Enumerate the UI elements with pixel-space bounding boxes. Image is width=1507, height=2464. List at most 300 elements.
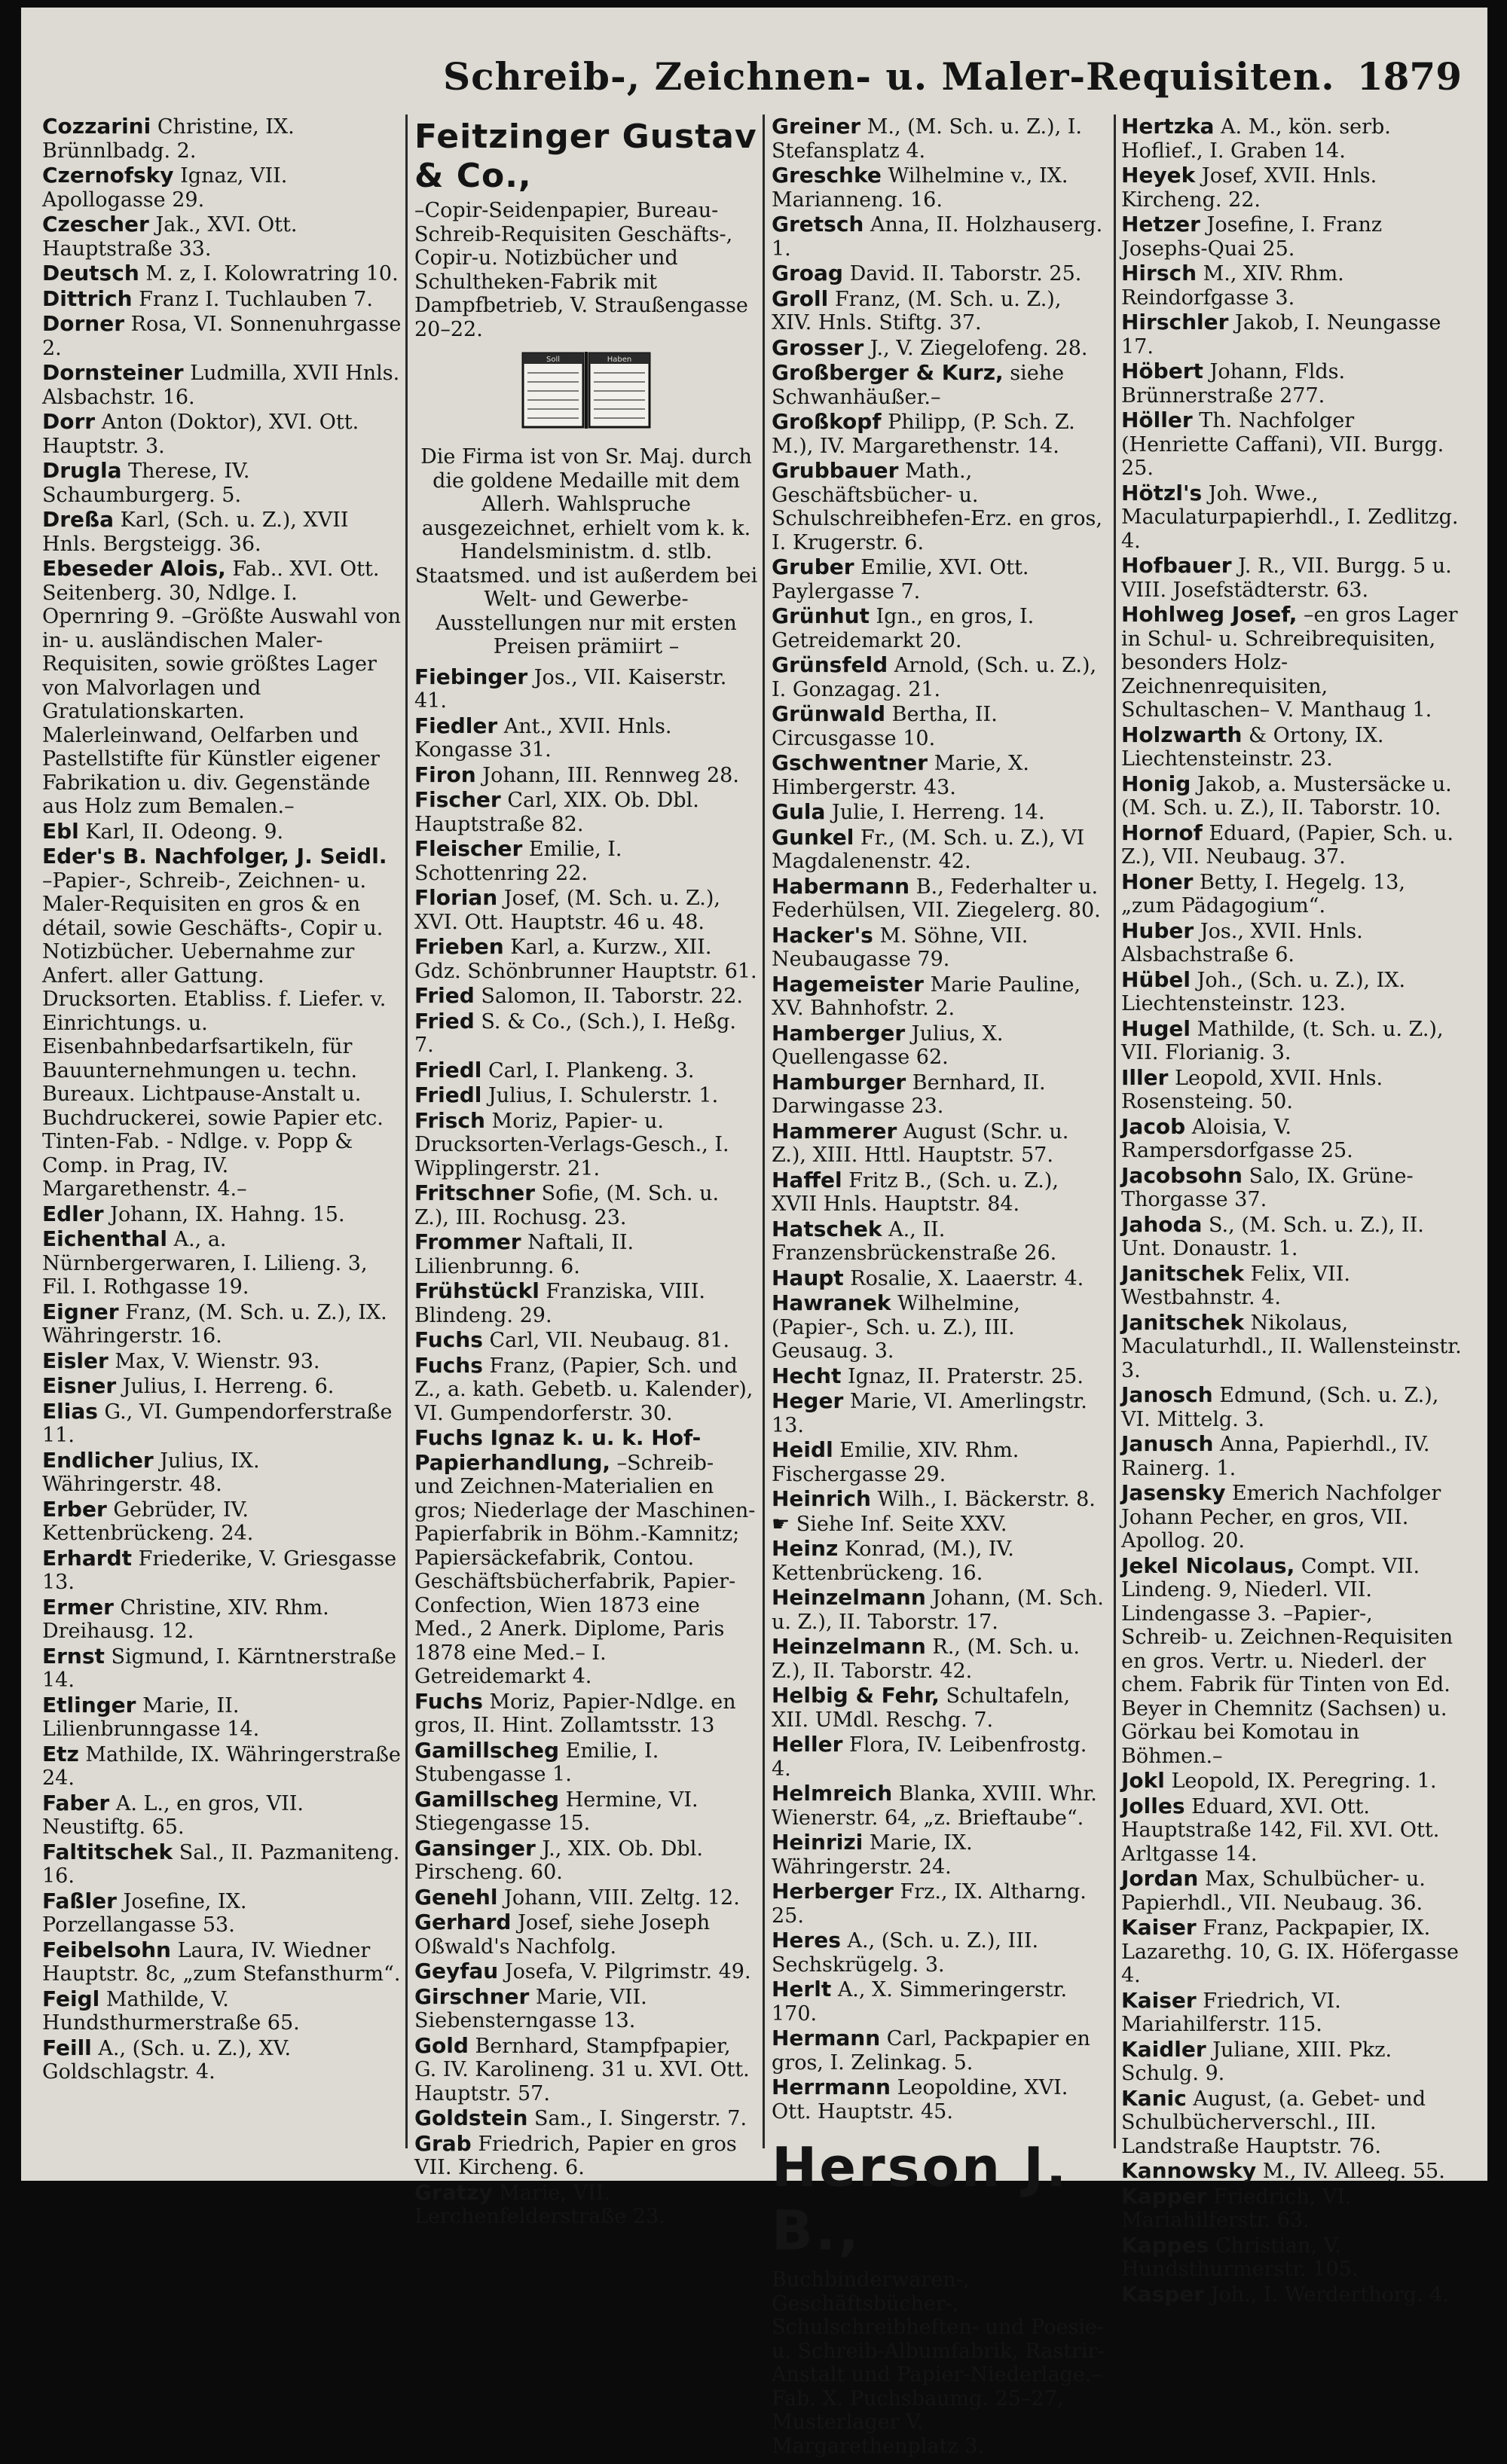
entry-name: Hagemeister (772, 971, 924, 997)
feitzinger-advertisement (414, 118, 758, 659)
directory-entry (414, 2106, 758, 2131)
directory-entry (1121, 212, 1462, 261)
directory-entry (414, 1058, 758, 1083)
directory-entry (772, 702, 1108, 750)
directory-entry (414, 1690, 758, 1738)
entry-details: August, (a. Gebet- und Schulbücherverschl., III. Landstraße Hauptstr. 76. (1121, 2087, 1426, 2158)
entry-name: Dornsteiner (42, 360, 184, 385)
directory-entry (42, 1938, 402, 1986)
entry-name: Faltitschek (42, 1839, 173, 1864)
ad-body: –Copir-Seidenpapier, Bureau-Schreib-Requisiten Geschäfts-, Copir-u. Notizbücher und Schultheken-Fabrik mit Dampfbetrieb, V. Straußengasse 20–22. (414, 199, 748, 341)
entry-details: B., Federhalter u. Federhülsen, VII. Ziegelerg. 80. (772, 875, 1101, 922)
entry-name: Groll (772, 285, 829, 311)
entry-details: Eduard, (Papier, Sch. u. Z.), VII. Neubaug. 37. (1121, 821, 1454, 869)
directory-entry (414, 1959, 758, 1984)
entry-details: Marie, II. Lilienbrunngasse 14. (42, 1693, 260, 1741)
entry-details: Friedrich, VI. Mariahilferstr. 63. (1121, 2185, 1352, 2232)
entry-name: Gschwentner (772, 750, 928, 775)
entry-name: Grubbauer (772, 458, 899, 483)
entry-details: Sam., I. Singerstr. 7. (534, 2107, 747, 2130)
entry-name: Eder's B. Nachfolger, J. Seidl. (42, 844, 387, 869)
entry-name: Dorner (42, 311, 125, 336)
entry-name: Genehl (414, 1884, 498, 1910)
entry-name: Grab (414, 2130, 472, 2156)
entry-details: Fab.. XVI. Ott. Seitenberg. 30, Ndlge. I. Opernring 9. –Größte Auswahl von in- u. ausländischen Maler-Requisiten, sowie größtes Lager von Malvorlagen und Gratulationskarten. Malerleinwand, Oelfarben und Pastellstifte für Künstler eigener Fabrikation u. div. Gegenstände aus Holz zum Bemalen.– (42, 557, 401, 818)
entry-name: Gamillscheg (414, 1737, 560, 1763)
entry-name: Hetzer (1121, 212, 1200, 237)
entry-details: Johann, (M. Sch. u. Z.), II. Taborstr. 17. (772, 1586, 1104, 1634)
directory-entry (772, 1168, 1108, 1217)
directory-entry (1121, 310, 1462, 359)
directory-entry (772, 1438, 1108, 1486)
entry-name: Erhardt (42, 1545, 132, 1571)
directory-entry (42, 212, 402, 261)
entry-name: Goldstein (414, 2105, 528, 2130)
entry-details: Mathilde, V. Hundsthurmerstraße 65. (42, 1987, 300, 2035)
entry-name: Frühstückl (414, 1278, 540, 1303)
entry-name: Hofbauer (1121, 553, 1232, 578)
directory-entry (1121, 261, 1462, 310)
entry-details: siehe Schwanhäußer.– (772, 362, 1065, 409)
entry-details: Max, Schulbücher- u. Papierhdl., VII. Neubaug. 36. (1121, 1867, 1426, 1915)
entry-name: Hertzka (1121, 114, 1215, 139)
entry-details: Anna, Papierhdl., IV. Rainerg. 1. (1121, 1433, 1430, 1480)
entry-details: Josef, siehe Joseph Oßwald's Nachfolg. (414, 1911, 711, 1959)
entry-details: Arnold, (Sch. u. Z.), I. Gonzagag. 21. (772, 654, 1097, 701)
directory-entry (414, 714, 758, 762)
entry-details: ☛ Siehe Inf. Seite XXV. (772, 1512, 1007, 1536)
directory-entry (772, 751, 1108, 799)
directory-entry (1121, 2282, 1462, 2307)
entry-name: Fleischer (414, 836, 523, 861)
directory-entry (1121, 1916, 1462, 1988)
directory-entry (42, 163, 402, 212)
entry-name: Janitschek (1121, 1309, 1245, 1335)
entry-details: M. z, I. Kolowratring 10. (145, 262, 399, 285)
entry-details: Emilie, I. Stubengasse 1. (414, 1739, 659, 1786)
directory-entry (1121, 2233, 1462, 2282)
directory-entry (414, 1279, 758, 1327)
entry-name: Herrmann (772, 2075, 891, 2099)
page-title: Schreib-, Zeichnen- u. Maler-Requisiten. (443, 54, 1335, 99)
entry-details: Sal., II. Pazmaniteng. 16. (42, 1840, 400, 1888)
directory-entry (1121, 2087, 1462, 2159)
directory-entry (772, 1684, 1108, 1732)
entry-name: Jordan (1121, 1866, 1199, 1891)
entry-details: Moriz, Papier-Ndlge. en gros, II. Hint. Zollamtsstr. 13 (414, 1690, 736, 1737)
entry-name: Herlt (772, 1977, 832, 2001)
directory-entry (42, 2036, 402, 2084)
entry-details: J., XIX. Ob. Dbl. Pirscheng. 60. (414, 1837, 703, 1884)
directory-entry (42, 1987, 402, 2035)
directory-entry (1121, 408, 1462, 481)
entry-name: Fuchs Ignaz k. u. k. Hof-Papierhandlung, (414, 1425, 702, 1475)
directory-entry (414, 1181, 758, 1229)
directory-entry (42, 459, 402, 507)
herson-ad-title: Herson J. B., (772, 2136, 1069, 2262)
entry-name: Eisler (42, 1348, 109, 1373)
entry-details: Jakob, a. Mustersäcke u. (M. Sch. u. Z.), II. Taborstr. 10. (1121, 772, 1452, 820)
entry-details: Hermine, VI. Stiegengasse 15. (414, 1788, 698, 1835)
directory-entry (414, 1885, 758, 1910)
directory-entry (1121, 359, 1462, 408)
herson-advertisement (772, 2136, 1108, 2458)
directory-entry (772, 1021, 1108, 1070)
entry-details: Julius, X. Quellengasse 62. (772, 1021, 1004, 1069)
directory-entry (772, 1487, 1108, 1512)
entry-details: Carl, VII. Neubaug. 81. (489, 1329, 730, 1352)
directory-entry (42, 1546, 402, 1595)
entry-details: Julie, I. Herreng. 14. (832, 801, 1045, 824)
directory-entry (414, 2132, 758, 2180)
directory-entry (1121, 603, 1462, 722)
entry-name: Grünsfeld (772, 652, 888, 677)
entry-details: Th. Nachfolger (Henriette Caffani), VII. Burgg. 25. (1121, 409, 1444, 480)
entry-details: Bertha, II. Circusgasse 10. (772, 703, 998, 750)
entry-details: Max, V. Wienstr. 93. (115, 1349, 320, 1373)
entry-details: & Ortony, IX. Liechtensteinstr. 23. (1121, 723, 1384, 771)
directory-entry (414, 935, 758, 983)
entry-details: A., (Sch. u. Z.), XV. Goldschlagstr. 4. (42, 2036, 292, 2084)
directory-entry (1121, 2159, 1462, 2184)
entry-details: Aloisia, V. Rampersdorfgasse 25. (1121, 1115, 1353, 1162)
directory-entry (414, 837, 758, 885)
entry-details: Leopoldine, XVI. Ott. Hauptstr. 45. (772, 2076, 1068, 2124)
directory-entry (772, 1291, 1108, 1363)
entry-name: Hamberger (772, 1020, 906, 1046)
entry-details: Marie Pauline, XV. Bahnhofstr. 2. (772, 972, 1081, 1020)
entry-name: Hamburger (772, 1069, 906, 1095)
directory-entry (42, 1227, 402, 1299)
entry-details: Anton (Doktor), XVI. Ott. Hauptstr. 3. (42, 411, 359, 458)
directory-entry (414, 1009, 758, 1058)
entry-details: Josefa, V. Pilgrimstr. 49. (504, 1960, 751, 1983)
directory-entry (414, 1083, 758, 1108)
entry-name: Dittrich (42, 285, 133, 311)
entry-details: Fr., (M. Sch. u. Z.), VI Magdalenenstr. 42. (772, 826, 1085, 873)
column-2 (414, 114, 758, 2230)
entry-details: A., a. Nürnbergerwaren, I. Lilieng. 3, Fil. I. Rothgasse 19. (42, 1228, 368, 1299)
entry-name: Gerhard (414, 1910, 512, 1934)
entry-details: Carl, I. Plankeng. 3. (488, 1058, 695, 1082)
directory-entry (42, 820, 402, 844)
directory-entry (772, 410, 1108, 458)
directory-entry (772, 924, 1108, 972)
book-left-label: Soll (546, 356, 561, 364)
entry-name: Feill (42, 2035, 92, 2060)
directory-entry (414, 2181, 758, 2229)
directory-entry (414, 1739, 758, 1787)
directory-entry (772, 212, 1108, 261)
entry-name: Janitschek (1121, 1260, 1245, 1286)
directory-entry (772, 875, 1108, 923)
entry-details: Carl, Packpapier en gros, I. Zelinkag. 5. (772, 2027, 1090, 2075)
entry-details: Karl, a. Kurzw., XII. Gdz. Schönbrunner Hauptstr. 61. (414, 936, 757, 983)
entry-details: Leopold, XVII. Hnls. Rosensteing. 50. (1121, 1066, 1383, 1113)
directory-entry (772, 1830, 1108, 1879)
directory-entry (1121, 1164, 1462, 1212)
entry-name: Eisner (42, 1373, 117, 1398)
directory-entry (772, 1586, 1108, 1634)
entry-name: Hübel (1121, 966, 1191, 992)
directory-entry (772, 2075, 1108, 2124)
directory-entry (1121, 968, 1462, 1016)
entry-details: Friedrich, Papier en gros VII. Kircheng. 6. (414, 2132, 737, 2179)
entry-details: Johann, III. Rennweg 28. (482, 763, 739, 787)
directory-entry (772, 1364, 1108, 1389)
directory-entry (42, 1374, 402, 1399)
entry-name: Heres (772, 1928, 841, 1953)
column-4 (1121, 114, 1462, 2307)
entry-name: Heinz (772, 1536, 839, 1561)
entry-name: Eichenthal (42, 1226, 167, 1251)
directory-entry (42, 312, 402, 360)
entry-details: M. Söhne, VII. Neubaugasse 79. (772, 924, 1029, 971)
directory-entry (42, 557, 402, 819)
directory-entry (1121, 1432, 1462, 1480)
entry-name: Fried (414, 1008, 475, 1034)
entry-name: Hohlweg Josef, (1121, 602, 1298, 627)
entry-name: Huber (1121, 918, 1194, 943)
directory-entry (772, 972, 1108, 1021)
directory-entry (42, 508, 402, 556)
entry-name: Höbert (1121, 359, 1203, 383)
entry-details: Math., Geschäftsbücher- u. Schulschreibhefen-Erz. en gros, I. Krugerstr. 6. (772, 460, 1102, 554)
directory-entry (1121, 481, 1462, 554)
entry-details: Karl, (Sch. u. Z.), XVII Hnls. Bergsteigg. 36. (42, 508, 349, 556)
entry-name: Faber (42, 1790, 110, 1815)
entry-details: Fritz B., (Sch. u. Z.), XVII Hnls. Hauptstr. 84. (772, 1168, 1059, 1216)
directory-entry (772, 336, 1108, 361)
entry-name: Endlicher (42, 1447, 154, 1473)
entry-details: Eduard, XVI. Ott. Hauptstraße 142, Fil. XVI. Ott. Arltgasse 14. (1121, 1794, 1440, 1866)
entry-name: Frommer (414, 1229, 521, 1254)
directory-entry (772, 653, 1108, 701)
entry-name: Kannowsky (1121, 2158, 1257, 2183)
directory-entry (414, 1910, 758, 1959)
directory-entry (42, 1889, 402, 1937)
entry-details: Anna, II. Holzhauserg. 1. (772, 213, 1103, 261)
directory-entry (1121, 1794, 1462, 1867)
directory-entry (414, 984, 758, 1009)
entry-details: Christian, V. Hundsthurmerstr. 105. (1121, 2233, 1359, 2281)
entry-name: Jokl (1121, 1768, 1165, 1793)
entry-name: Czernofsky (42, 163, 174, 188)
directory-entry (772, 800, 1108, 825)
entry-name: Gansinger (414, 1835, 536, 1861)
entry-name: Fischer (414, 787, 501, 812)
entry-name: Firon (414, 762, 476, 787)
entry-details: Ignaz, II. Praterstr. 25. (847, 1364, 1084, 1388)
directory-entry (1121, 1383, 1462, 1431)
entry-details: G., VI. Gumpendorferstraße 11. (42, 1400, 393, 1447)
directory-entry (414, 1230, 758, 1278)
directory-entry (42, 1449, 402, 1497)
entry-name: Haupt (772, 1265, 844, 1290)
entry-name: Gretsch (772, 212, 864, 237)
entry-details: Bernhard, Stampfpapier, G. IV. Karolineng. 31 u. XVI. Ott. Hauptstr. 57. (414, 2034, 750, 2105)
entry-details: Emilie, I. Schottenring 22. (414, 838, 622, 885)
directory-entry (772, 1928, 1108, 1977)
directory-entry (414, 1788, 758, 1836)
column-divider (763, 114, 765, 2148)
directory-entry (1121, 1481, 1462, 1553)
entry-name: Feigl (42, 1986, 100, 2011)
entry-name: Heger (772, 1388, 844, 1413)
directory-entry (1121, 1115, 1462, 1163)
entry-name: Fiedler (414, 713, 498, 738)
entry-details: Franz I. Tuchlauben 7. (139, 287, 373, 311)
column-3 (772, 114, 1108, 2464)
entry-name: Florian (414, 885, 498, 910)
entry-name: Ermer (42, 1594, 114, 1620)
directory-entry (772, 459, 1108, 554)
entry-name: Drugla (42, 458, 122, 483)
directory-entry (772, 163, 1108, 212)
herson-ad-body: Buchbinderwaren-, Geschäftsbücher-, Schulschreibheften- und Poesie- u. Schreib-Albumfabrik, Rastrir-Anstalt und Papier-Niederlage.– Fab. X. Puchsbaumg. 25–27, Musterlager V. Margarethenplatz 3. (772, 2268, 1105, 2458)
entry-details: Christine, IX. Brünnlbadg. 2. (42, 115, 295, 163)
directory-entry (1121, 2185, 1462, 2233)
directory-entry (42, 410, 402, 458)
entry-details: J., V. Ziegelofeng. 28. (870, 336, 1088, 360)
entry-details: Wilhelmine v., IX. Marianneng. 16. (772, 164, 1068, 212)
entry-name: Ernst (42, 1643, 105, 1669)
entry-name: Großberger & Kurz, (772, 360, 1004, 385)
entry-name: Friedl (414, 1082, 482, 1107)
column-2-entries (414, 665, 758, 2229)
entry-name: Jahoda (1121, 1211, 1203, 1237)
entry-name: Fritschner (414, 1180, 536, 1205)
book-right-label: Haben (607, 356, 632, 364)
directory-entry (1121, 1867, 1462, 1915)
entry-details: Franz, (M. Sch. u. Z.), IX. Währingerstr. 16. (42, 1300, 387, 1348)
entry-name: Fuchs (414, 1352, 483, 1378)
entry-details: Marie, IX. Währingerstr. 24. (772, 1831, 973, 1879)
entry-name: Ebeseder Alois, (42, 556, 226, 581)
entry-name: Deutsch (42, 261, 139, 285)
directory-entry (42, 1742, 402, 1791)
entry-name: Honig (1121, 771, 1191, 796)
entry-name: Jasensky (1121, 1480, 1226, 1505)
entry-name: Grosser (772, 334, 864, 360)
entry-details: Johann, IX. Hahng. 15. (110, 1202, 345, 1226)
entry-details: Marie, X. Himbergerstr. 43. (772, 752, 1029, 799)
directory-entry (1121, 723, 1462, 771)
directory-entry (42, 1349, 402, 1374)
directory-entry (772, 1266, 1108, 1291)
directory-entry (42, 1400, 402, 1448)
directory-page (21, 8, 1487, 2458)
entry-details: A. L., en gros, VII. Neustiftg. 65. (42, 1791, 304, 1839)
directory-entry (772, 2026, 1108, 2075)
entry-name: Friedl (414, 1057, 482, 1082)
directory-entry (772, 826, 1108, 874)
entry-name: Gold (414, 2032, 469, 2058)
entry-name: Dreßa (42, 507, 115, 532)
entry-details: Karl, II. Odeong. 9. (85, 820, 284, 844)
entry-details: Salomon, II. Taborstr. 22. (481, 985, 743, 1008)
directory-entry (1121, 1311, 1462, 1383)
directory-entry (414, 763, 758, 788)
entry-name: Faßler (42, 1888, 117, 1913)
directory-entry (772, 114, 1108, 163)
entry-details: Flora, IV. Leibenfrostg. 4. (772, 1733, 1087, 1781)
entry-name: Kapper (1121, 2183, 1207, 2209)
entry-details: –Papier-, Schreib-, Zeichnen- u. Maler-Requisiten en gros & en détail, sowie Geschäfts-, Copir u. Notizbücher. Uebernahme zur Anfert. aller Gattung. Drucksorten. Etabliss. f. Liefer. v. Einrichtungs. u. Eisenbahnbedarfsartikeln, für Bauunternehmungen u. techn. Bureaux. Lichtpause-Anstalt u. Buchdruckerei, sowie Papier etc. Tinten-Fab. - Ndlge. v. Popp & Comp. in Prag, IV. Margarethenstr. 4.– (42, 869, 387, 1201)
entry-name: Hugel (1121, 1015, 1191, 1041)
page-number: 1879 (1356, 54, 1462, 99)
entry-name: Grünwald (772, 701, 886, 726)
entry-details: Julius, I. Schulerstr. 1. (488, 1084, 719, 1107)
entry-details: Salo, IX. Grüne-Thorgasse 37. (1121, 1164, 1414, 1211)
entry-details: Ludmilla, XVII Hnls. Alsbachstr. 16. (42, 362, 400, 409)
directory-entry (414, 788, 758, 836)
directory-entry (1121, 821, 1462, 869)
entry-details: Franziska, VIII. Blindeng. 29. (414, 1280, 705, 1327)
entry-name: Groag (772, 261, 843, 285)
directory-entry (772, 1070, 1108, 1119)
entry-details: Rosa, VI. Sonnenuhrgasse 2. (42, 313, 402, 360)
entry-details: Bernhard, II. Darwingasse 23. (772, 1070, 1046, 1118)
directory-entry (1121, 114, 1462, 163)
entry-details: Carl, XIX. Ob. Dbl. Hauptstraße 82. (414, 789, 699, 836)
entry-name: Iller (1121, 1064, 1169, 1090)
directory-entry (1121, 1066, 1462, 1114)
directory-entry (414, 1985, 758, 2033)
entry-name: Erber (42, 1496, 107, 1522)
column-3-entries (772, 114, 1108, 2124)
directory-entry (414, 1354, 758, 1426)
entry-details: Julius, IX. Währingerstr. 48. (42, 1449, 260, 1496)
entry-name: Feibelsohn (42, 1937, 171, 1962)
entry-name: Hermann (772, 2026, 881, 2050)
entry-details: Marie, VI. Amerlingstr. 13. (772, 1390, 1087, 1437)
directory-entry (414, 665, 758, 713)
entry-details: Friederike, V. Griesgasse 13. (42, 1546, 397, 1594)
entry-name: Greiner (772, 114, 861, 139)
entry-name: Ebl (42, 818, 79, 844)
entry-name: Dorr (42, 409, 96, 434)
directory-entry (772, 1733, 1108, 1781)
entry-name: Hatschek (772, 1216, 882, 1241)
entry-details: Naftali, II. Lilienbrunng. 6. (414, 1231, 634, 1278)
entry-details: Franz, Packpapier, IX. Lazarethg. 10, G. IX. Höfergasse 4. (1121, 1916, 1460, 1987)
entry-name: Honer (1121, 869, 1194, 894)
entry-name: Hornof (1121, 820, 1203, 845)
entry-details: Frz., IX. Altharng. 25. (772, 1880, 1087, 1928)
entry-name: Janusch (1121, 1431, 1214, 1456)
directory-entry (1121, 919, 1462, 967)
entry-name: Etz (42, 1741, 79, 1766)
entry-details: Betty, I. Hegelg. 13, „zum Pädagogium“. (1121, 870, 1405, 918)
entry-name: Elias (42, 1398, 98, 1424)
directory-entry (772, 1635, 1108, 1683)
entry-details: Jos., XVII. Hnls. Alsbachstraße 6. (1121, 919, 1363, 966)
entry-details: Emilie, XVI. Ott. Paylergasse 7. (772, 556, 1029, 603)
entry-details: S. & Co., (Sch.), I. Heßg. 7. (414, 1009, 736, 1057)
directory-entry (772, 555, 1108, 603)
entry-name: Hacker's (772, 922, 873, 948)
entry-details: A., II. Franzensbrückenstraße 26. (772, 1217, 1057, 1265)
directory-entry (772, 1977, 1108, 2026)
directory-entry (42, 261, 402, 286)
entry-details: Nikolaus, Maculaturhdl., II. Wallensteinstr. 3. (1121, 1311, 1462, 1382)
entry-name: Greschke (772, 163, 882, 188)
entry-details: Josefine, IX. Porzellangasse 53. (42, 1889, 247, 1937)
entry-name: Gunkel (772, 824, 854, 850)
entry-name: Großkopf (772, 409, 882, 434)
directory-entry (1121, 1213, 1462, 1261)
